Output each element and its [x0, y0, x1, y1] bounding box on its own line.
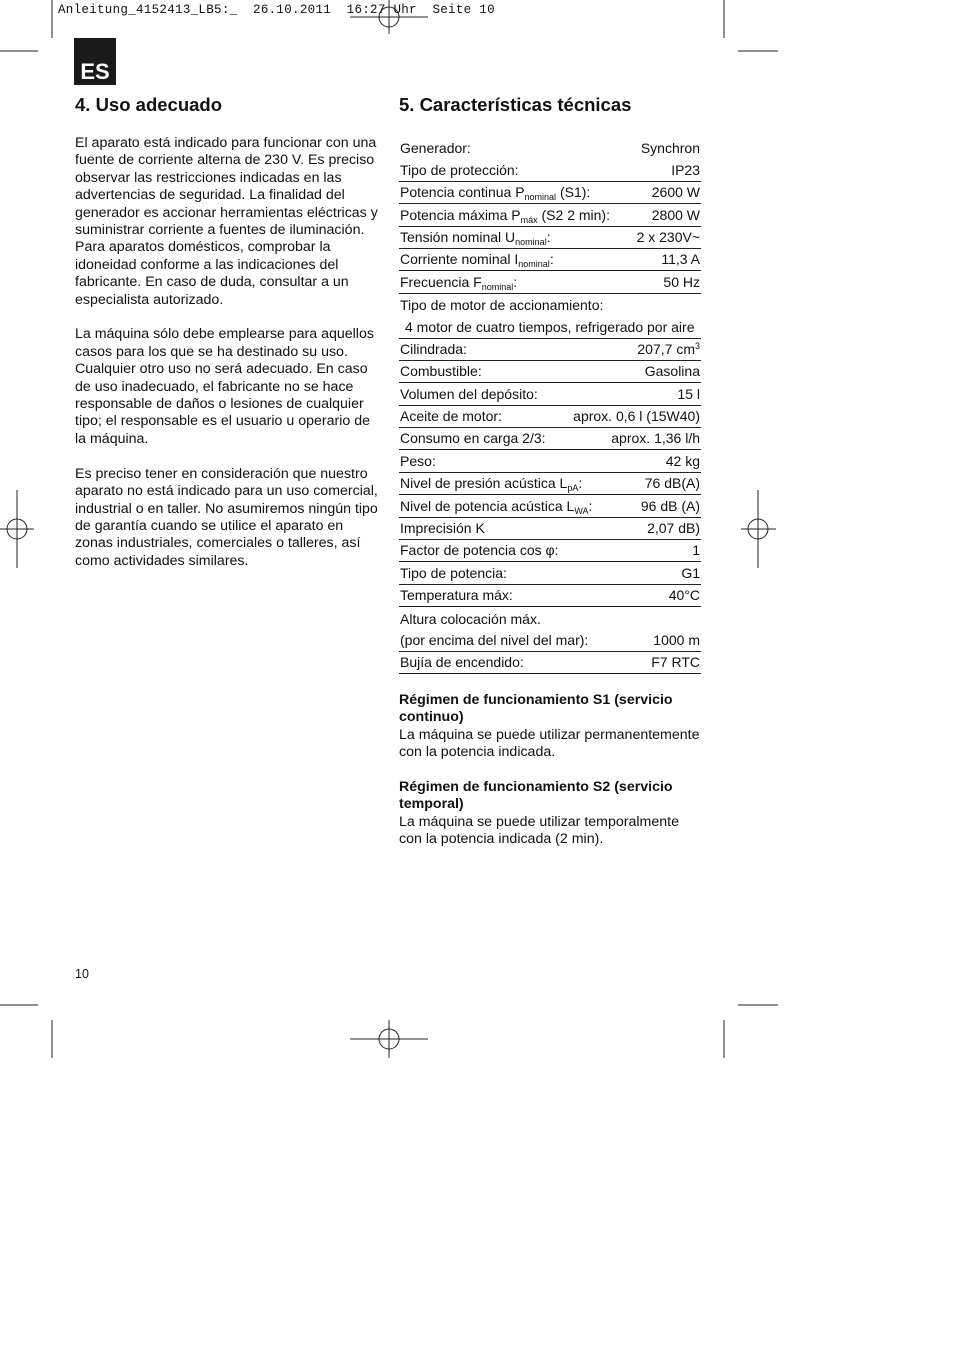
spec-row — [399, 630, 701, 652]
spec-row — [399, 294, 701, 316]
spec-row — [399, 607, 701, 629]
spec-row — [399, 159, 701, 181]
spec-label: Cilindrada: — [400, 340, 467, 357]
spec-row — [399, 473, 701, 495]
spec-label: Tipo de motor de accionamiento: — [400, 297, 604, 314]
spec-label: Consumo en carga 2/3: — [400, 430, 546, 447]
spec-row — [399, 383, 701, 405]
section-title-caracteristicas: 5. Características técnicas — [399, 94, 632, 115]
mode-s2 — [399, 779, 705, 849]
mode-s1 — [399, 692, 705, 762]
spec-row — [399, 271, 701, 293]
mode-s2-text: La máquina se puede utilizar temporalmente con la potencia indicada (2 min). — [399, 813, 679, 848]
spec-value: 2 x 230V~ — [636, 228, 700, 245]
spec-row — [399, 316, 701, 338]
spec-label: Altura colocación máx. — [400, 610, 541, 627]
spec-label: Combustible: — [400, 363, 482, 380]
spec-row — [399, 204, 701, 226]
spec-value: aprox. 1,36 l/h — [611, 430, 700, 447]
spec-value: 2800 W — [651, 206, 700, 223]
spec-value: 42 kg — [665, 452, 700, 469]
spec-value: F7 RTC — [651, 654, 700, 671]
uso-text — [75, 135, 381, 588]
spec-row — [399, 182, 701, 204]
spec-row — [399, 339, 701, 361]
spec-row — [399, 518, 701, 540]
paragraph: Es preciso tener en consideración que nuestro aparato no está indicado para un uso comercial, industrial o en taller. No asumiremos ningún tipo de garantía cuando se utilice el aparato en zonas industriales, comerciales o talleres, así como actividades similares. — [75, 465, 378, 569]
spec-label: Temperatura máx: — [400, 587, 513, 604]
page-number: 10 — [75, 967, 89, 981]
spec-label: Tipo de potencia: — [400, 564, 507, 581]
paragraph: El aparato está indicado para funcionar con una fuente de corriente alterna de 230 V. Es preciso observar las restricciones indicadas en las advertencias de seguridad. La finalidad del generador es accionar herramientas eléctricas y suministrar corriente a fuentes de iluminación. Para aparatos domésticos, comprobar la idoneidad conforme a las indicaciones del fabricante. En caso de duda, consultar a un especialista autorizado. — [75, 135, 378, 308]
spec-value: 207,7 $cm^3$ — [637, 340, 700, 357]
spec-table — [399, 137, 701, 674]
spec-value: 15 l — [677, 385, 700, 402]
spec-label: 4 motor de cuatro tiempos, refrigerado por aire — [405, 318, 695, 335]
print-header: Anleitung_4152413_LB5:_ 26.10.2011 16:27 Uhr Seite 10 — [58, 3, 495, 17]
mode-s1-title: Régimen de funcionamiento S1 (servicio continuo) — [399, 692, 673, 726]
spec-label: Nivel de presión acústica $L_{pA}$: — [400, 475, 583, 494]
spec-label: Bujía de encendido: — [400, 654, 524, 671]
spec-value: 1000 m — [653, 631, 700, 648]
spec-value: IP23 — [671, 161, 700, 178]
spec-label: Frecuencia $F_{nominal}$: — [400, 273, 518, 292]
mode-s1-text: La máquina se puede utilizar permanentemente con la potencia indicada. — [399, 726, 700, 761]
spec-label: Generador: — [400, 140, 471, 157]
spec-row — [399, 361, 701, 383]
spec-label: (por encima del nivel del mar): — [400, 631, 589, 648]
spec-label: Volumen del depósito: — [400, 385, 538, 402]
spec-value: 2600 W — [651, 184, 700, 201]
spec-label: Nivel de potencia acústica $L_{WA}$: — [400, 497, 593, 516]
spec-value: G1 — [681, 564, 700, 581]
spec-row — [399, 495, 701, 517]
spec-value: 76 dB(A) — [644, 475, 700, 492]
spec-row — [399, 428, 701, 450]
spec-label: Factor de potencia cos φ: — [400, 542, 559, 559]
spec-value: 11,3 A — [661, 251, 700, 268]
spec-row — [399, 450, 701, 472]
spec-label: Potencia continua $P_{nominal}$ (S1): — [400, 184, 591, 203]
spec-row — [399, 406, 701, 428]
spec-label: Potencia máxima $P_{máx}$ (S2 2 min): — [400, 206, 610, 225]
spec-value: 50 Hz — [663, 273, 700, 290]
spec-row — [399, 652, 701, 674]
spec-label: Aceite de motor: — [400, 408, 502, 425]
spec-label: Imprecisión K — [400, 520, 485, 537]
spec-label: Tipo de protección: — [400, 161, 519, 178]
spec-row — [399, 137, 701, 159]
language-badge: ES — [74, 38, 116, 85]
spec-row — [399, 585, 701, 607]
spec-value: 40°C — [668, 587, 700, 604]
spec-value: 1 — [692, 542, 700, 559]
spec-row — [399, 227, 701, 249]
paragraph: La máquina sólo debe emplearse para aquellos casos para los que se ha destinado su uso. Cualquier otro uso no será adecuado. En caso de uso inadecuado, el fabricante no se hace responsable de daños o lesiones de cualquier tipo; el responsable es el usuario u operario de la máquina. — [75, 326, 374, 447]
spec-label: Corriente nominal $I_{nominal}$: — [400, 251, 554, 270]
spec-row — [399, 562, 701, 584]
spec-value: Gasolina — [644, 363, 700, 380]
mode-s2-title: Régimen de funcionamiento S2 (servicio temporal) — [399, 779, 673, 813]
spec-row — [399, 249, 701, 271]
spec-value: 2,07 dB) — [647, 520, 700, 537]
spec-value: aprox. 0,6 l (15W40) — [573, 408, 700, 425]
spec-value: 96 dB (A) — [640, 497, 700, 514]
section-title-uso: 4. Uso adecuado — [75, 94, 223, 115]
spec-label: Tensión nominal $U_{nominal}$: — [400, 228, 551, 247]
spec-label: Peso: — [400, 452, 436, 469]
spec-value: Synchron — [640, 140, 700, 157]
spec-row — [399, 540, 701, 562]
